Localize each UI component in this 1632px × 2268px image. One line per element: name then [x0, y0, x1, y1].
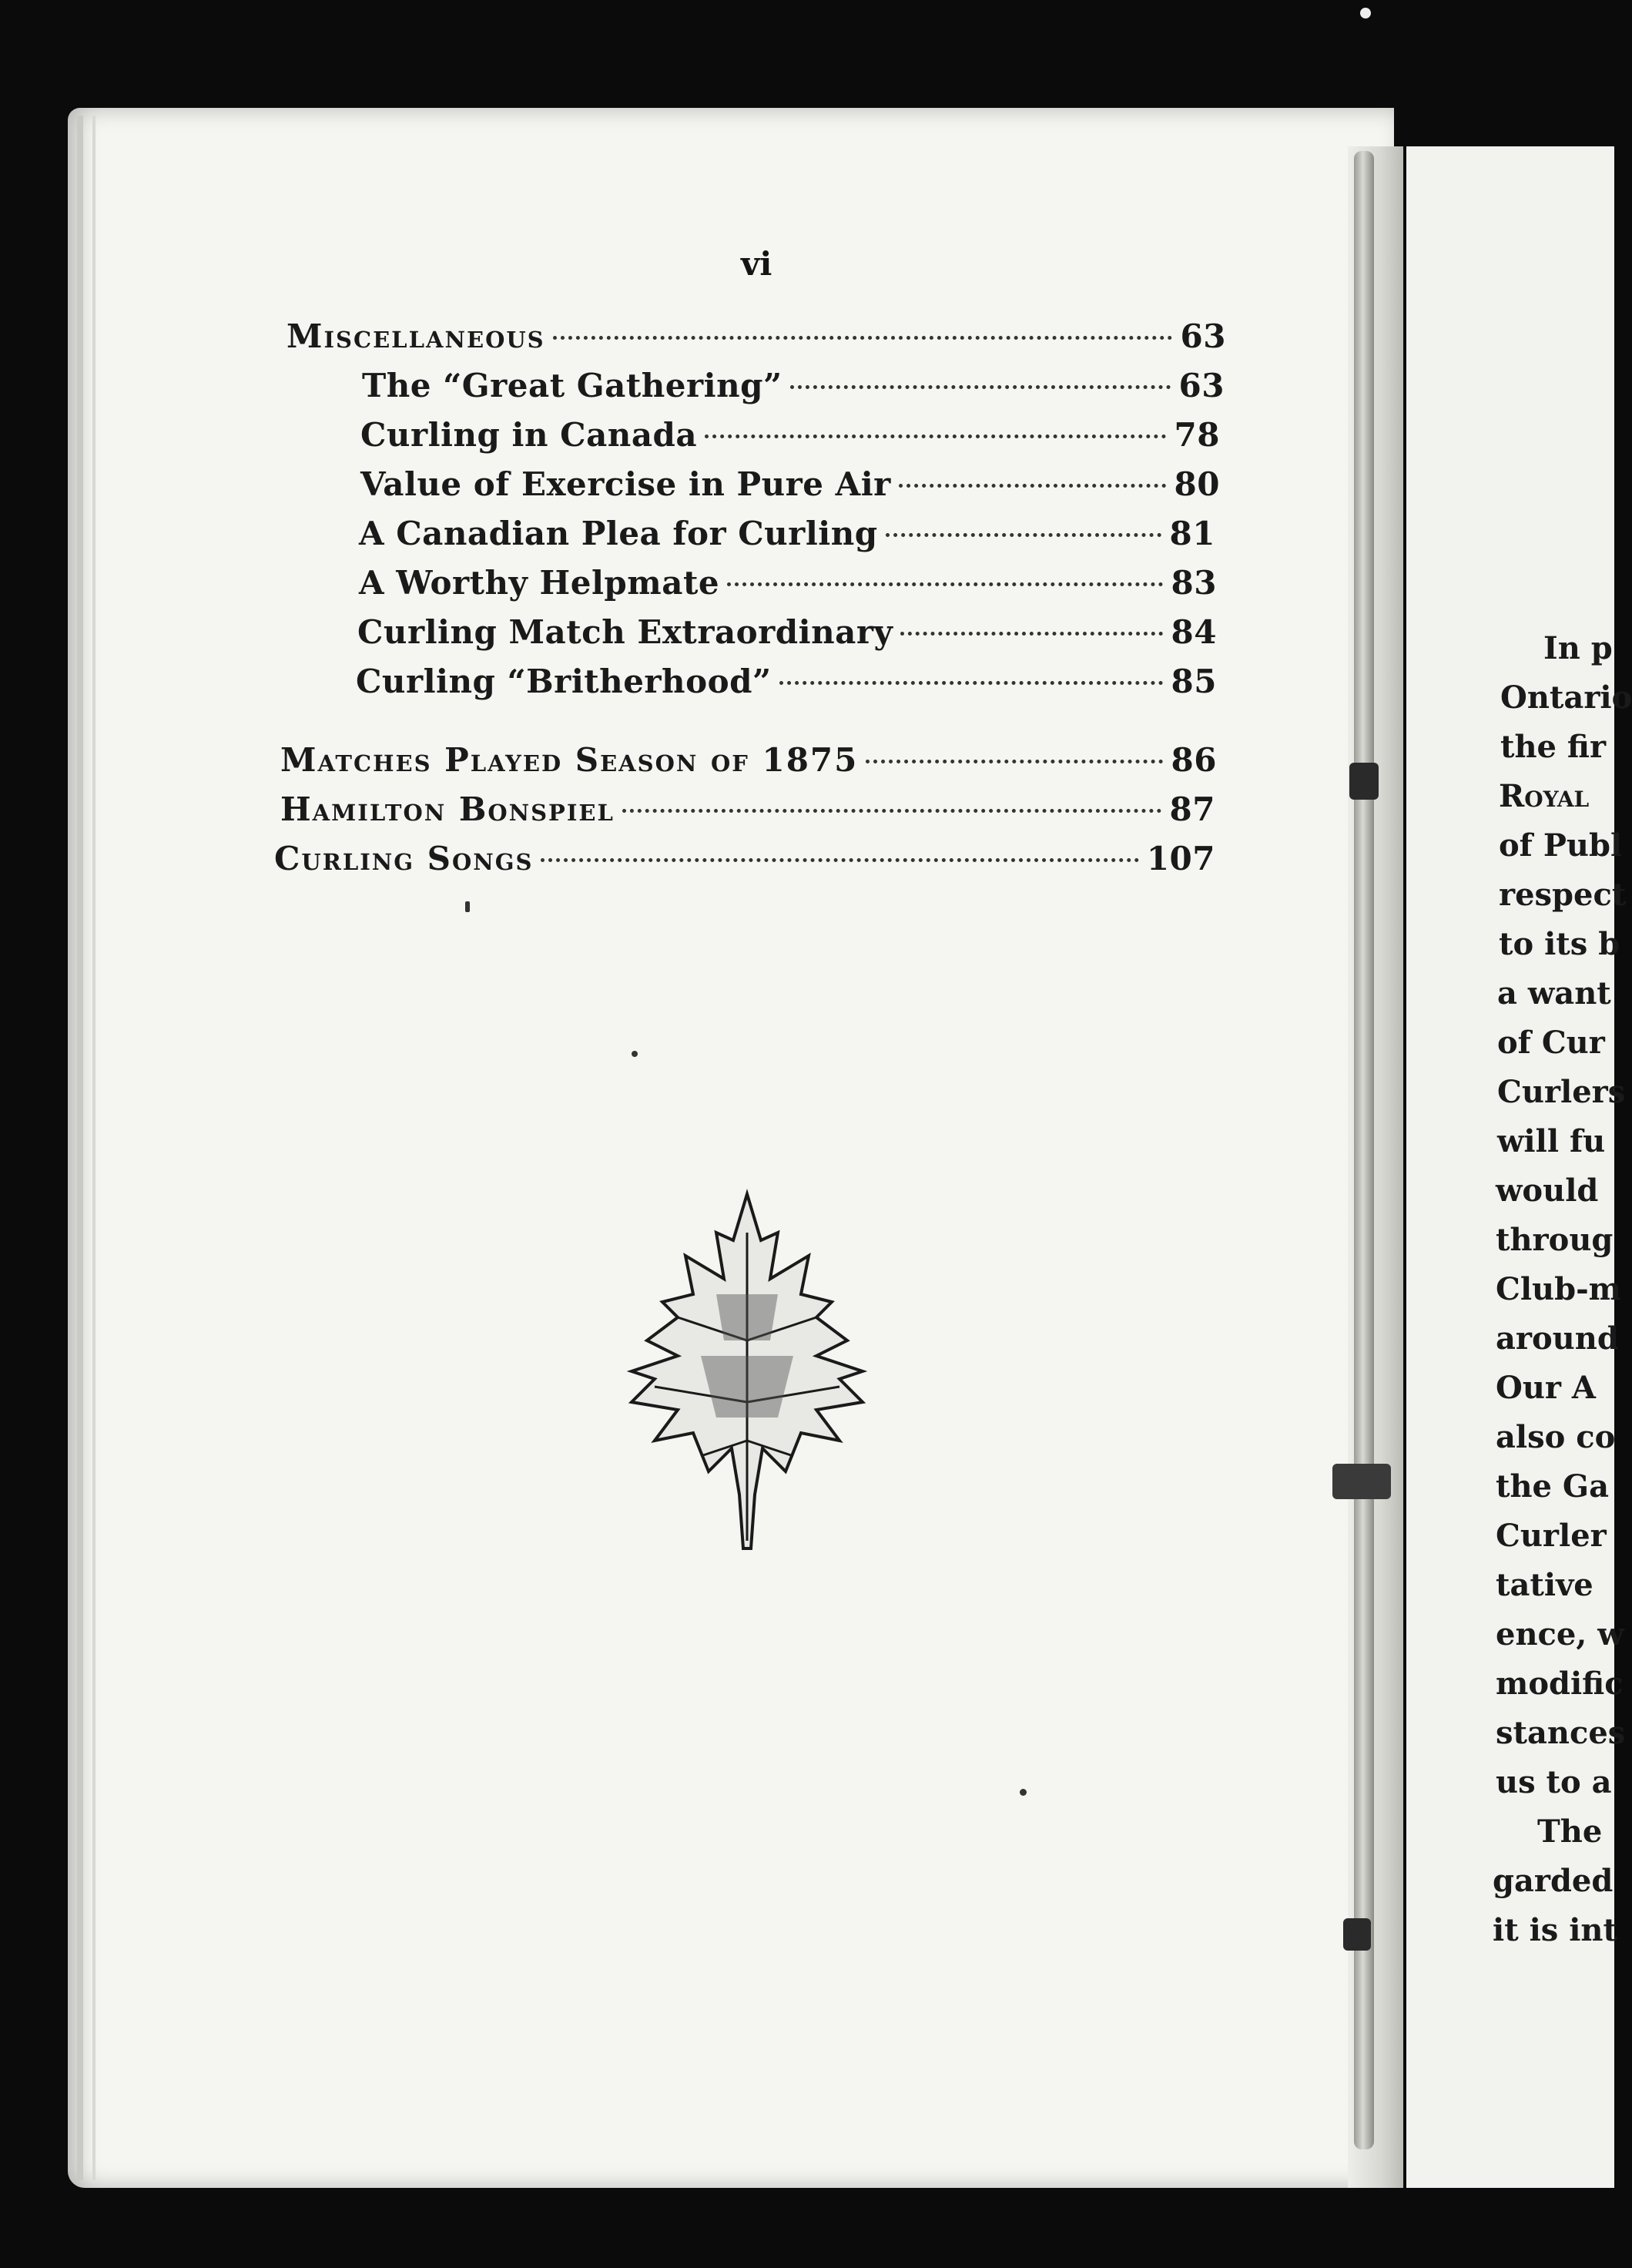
- right-page-line: us to a: [1496, 1764, 1612, 1800]
- dot-leader: [899, 484, 1166, 488]
- toc-row: [362, 367, 1225, 404]
- toc-row: [287, 317, 1226, 355]
- toc-row: [280, 790, 1215, 828]
- right-page-line: Curlers: [1497, 1074, 1626, 1110]
- toc-row: [356, 663, 1217, 700]
- page-edge: [77, 116, 83, 2180]
- dot-leader: [790, 385, 1171, 389]
- toc-title: Hamilton Bonspiel: [280, 790, 615, 828]
- right-page-line: the Ga: [1496, 1468, 1610, 1505]
- toc-page: 107: [1146, 840, 1215, 877]
- right-page-line: will fu: [1497, 1123, 1606, 1159]
- toc-page: 63: [1180, 317, 1226, 355]
- binding-knot: [1349, 763, 1379, 800]
- toc-title: A Canadian Plea for Curling: [359, 515, 878, 552]
- dot-leader: [705, 434, 1166, 438]
- right-page-line: a want: [1497, 975, 1611, 1012]
- right-page-line: ence, w: [1496, 1616, 1624, 1652]
- toc-page: 63: [1178, 367, 1225, 404]
- dot-leader: [886, 533, 1161, 537]
- right-page-line: Curler: [1496, 1518, 1607, 1554]
- right-page-line: throug: [1496, 1222, 1614, 1258]
- binding-knot: [1343, 1918, 1371, 1951]
- dot-leader: [727, 582, 1163, 586]
- toc-page: 80: [1174, 465, 1220, 503]
- right-page-line: tative: [1496, 1567, 1593, 1603]
- right-page-line: of Publ: [1499, 827, 1623, 864]
- toc-title: Curling “Britherhood”: [356, 663, 772, 700]
- toc-title: Value of Exercise in Pure Air: [360, 465, 891, 503]
- right-page-line: would: [1496, 1173, 1599, 1209]
- toc-page: 85: [1171, 663, 1217, 700]
- toc-page: 83: [1171, 564, 1217, 602]
- dot-leader: [541, 858, 1138, 862]
- toc-title: Matches Played Season of 1875: [280, 741, 859, 779]
- right-page-line: stances: [1496, 1715, 1626, 1751]
- toc-page: 81: [1169, 515, 1215, 552]
- dot-leader: [900, 632, 1163, 636]
- binding-thread: [1354, 151, 1374, 2149]
- right-page-line: of Cur: [1497, 1025, 1605, 1061]
- right-page-line: also co: [1496, 1419, 1616, 1455]
- dot-leader: [779, 681, 1163, 685]
- right-page-line: the fir: [1500, 729, 1607, 765]
- binding-knot: [1332, 1464, 1391, 1499]
- toc-row: [359, 564, 1217, 602]
- dot-leader: [866, 760, 1163, 763]
- toc-row: [359, 515, 1215, 552]
- toc-title: Curling Songs: [274, 840, 534, 877]
- right-page-line: Ontario: [1500, 679, 1632, 716]
- toc-title: Miscellaneous: [287, 317, 545, 355]
- toc-row: [360, 465, 1220, 503]
- toc-title: Curling in Canada: [360, 416, 698, 454]
- toc-page: 84: [1171, 613, 1217, 651]
- right-page-line: respect: [1499, 877, 1627, 913]
- toc-title: A Worthy Helpmate: [359, 564, 720, 602]
- toc-page: 78: [1174, 416, 1220, 454]
- toc-row: [280, 741, 1217, 779]
- right-page-line: it is int: [1493, 1912, 1617, 1948]
- toc-row: [357, 613, 1217, 651]
- right-page-line: around: [1496, 1320, 1619, 1357]
- toc-title: Curling Match Extraordinary: [357, 613, 893, 651]
- dot-leader: [553, 336, 1172, 340]
- dot-leader: [622, 809, 1161, 813]
- right-page-line: to its b: [1499, 926, 1620, 962]
- right-page-line: The: [1537, 1813, 1603, 1850]
- right-page-line: Our A: [1496, 1370, 1596, 1406]
- right-page-line: Royal: [1499, 778, 1590, 814]
- right-page-line: Club-m: [1496, 1271, 1622, 1307]
- toc-title: The “Great Gathering”: [362, 367, 782, 404]
- maple-leaf-icon: [585, 1186, 909, 1572]
- toc-row: [360, 416, 1220, 454]
- toc-page: 86: [1171, 741, 1217, 779]
- right-page-line: In p: [1543, 630, 1613, 666]
- page-edge: [92, 116, 96, 2180]
- page-number: vi: [741, 245, 772, 283]
- right-page-line: garded: [1493, 1863, 1614, 1899]
- toc-page: 87: [1169, 790, 1215, 828]
- right-page-line: modific: [1496, 1666, 1624, 1702]
- toc-row: [274, 840, 1215, 877]
